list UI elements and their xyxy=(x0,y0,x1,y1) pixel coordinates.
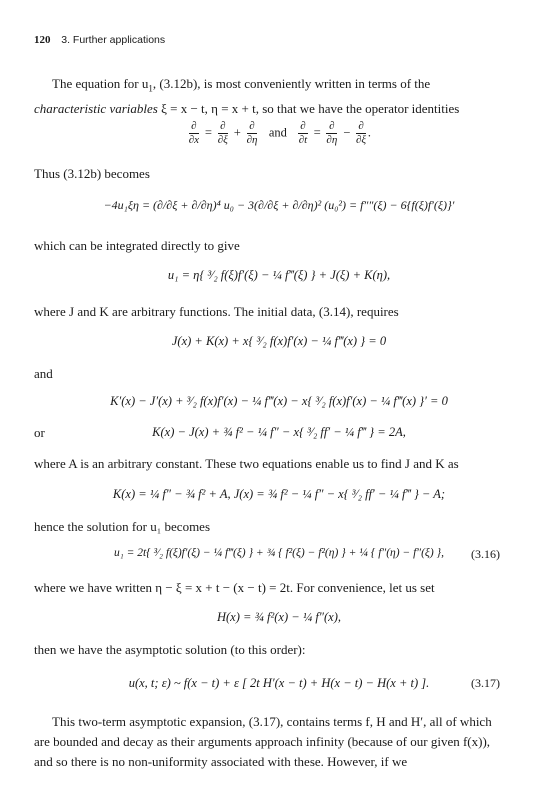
paragraph-thus: Thus (3.12b) becomes xyxy=(34,166,150,181)
paragraph-asymptotic: then we have the asymptotic solution (to this order): xyxy=(34,642,306,657)
equation-combined: K(x) − J(x) + ¾ f² − ¼ f″ − x{ ³⁄₂ ff′ − ¼ f‴ } = 2A, xyxy=(152,425,406,439)
equation-operator-identities: ∂ ∂x = ∂ ∂ξ + ∂ ∂η and ∂ ∂t = ∂ ∂η − ∂ ∂ξ . xyxy=(188,120,372,146)
paragraph-integrated: which can be integrated directly to give xyxy=(34,238,240,253)
paragraph-where-written: where we have written η − ξ = x + t − (x − t) = 2t. For convenience, let us set xyxy=(34,580,435,595)
paragraph-characteristic-variables: The equation for $u_1$, (3.12b), is most conveniently written in terms of the characteristic variables ξ = x − t, η = x + t, so that we have the operator identities xyxy=(34,76,460,116)
equation-solution-u1: u₁ = 2t{ ³⁄₂ f(ξ)f′(ξ) − ¼ f‴(ξ) } + ¾ { f²(ξ) − f²(η) } + ¼ { f″(η) − f″(ξ) }, (3.16) xyxy=(113,547,500,561)
paragraph-two-term-expansion: This two-term asymptotic expansion, (3.17), contains terms f, H and H′, all of which are bounded and decay as their arguments approach infinity (because of our given f(x)), and so there is no non-uniformity associated with these. However, if we xyxy=(34,714,492,769)
equation-number-3-17: (3.17) xyxy=(471,676,500,690)
paragraph-and: and xyxy=(34,366,53,381)
chapter-title: 3. Further applications xyxy=(61,34,166,46)
equation-asymptotic-solution: u(x, t; ε) ~ f(x − t) + ε [ 2t H′(x − t) + H(x − t) − H(x + t) ]. (3.17) xyxy=(128,676,500,690)
equation-transformed: −4u₁ξη = (∂/∂ξ + ∂/∂η)⁴ u₀ − 3(∂/∂ξ + ∂/∂η)² (u₀²) = f″″(ξ) − 6{f(ξ)f′(ξ)}′ xyxy=(103,198,455,212)
page-number: 120 xyxy=(34,34,51,46)
equation-H-definition: H(x) = ¾ f²(x) − ¼ f″(x), xyxy=(216,610,342,624)
equation-initial-1: J(x) + K(x) + x{ ³⁄₂ f(x)f′(x) − ¼ f‴(x) } = 0 xyxy=(171,334,387,348)
paragraph-hence: hence the solution for u₁ becomes xyxy=(34,519,211,534)
running-header xyxy=(34,34,165,46)
equation-J-K: K(x) = ¼ f″ − ¾ f² + A, J(x) = ¾ f² − ¼ f″ − x{ ³⁄₂ ff′ − ¼ f‴ } − A; xyxy=(112,487,446,501)
paragraph-or: or xyxy=(34,425,45,440)
equation-u1-general: u₁ = η{ ³⁄₂ f(ξ)f′(ξ) − ¼ f‴(ξ) } + J(ξ) + K(η), xyxy=(167,268,391,282)
equation-number-3-16: (3.16) xyxy=(471,547,500,561)
equation-initial-2: K′(x) − J′(x) + ³⁄₂ f(x)f′(x) − ¼ f‴(x) − x{ ³⁄₂ f(x)f′(x) − ¼ f‴(x) }′ = 0 xyxy=(110,394,448,408)
paragraph-arbitrary-constant: where A is an arbitrary constant. These two equations enable us to find J and K as xyxy=(34,456,459,471)
paragraph-arbitrary-functions: where J and K are arbitrary functions. The initial data, (3.14), requires xyxy=(34,304,399,319)
